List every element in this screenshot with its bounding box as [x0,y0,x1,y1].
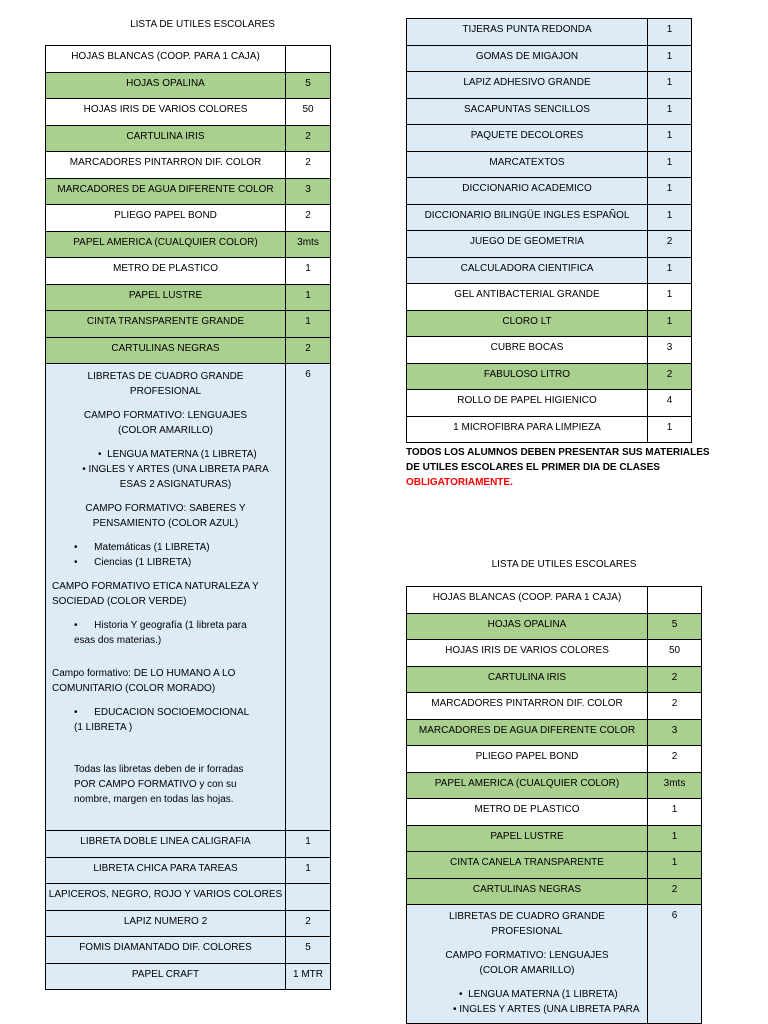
notice-text: TODOS LOS ALUMNOS DEBEN PRESENTAR SUS MATERIALES DE UTILES ESCOLARES EL PRIMER DIA DE CLASES OBLIGATORIAMENTE. [406,447,710,488]
campo-saberes: CAMPO FORMATIVO: SABERES Y PENSAMIENTO (COLOR AZUL) [85,503,246,529]
table-row [46,46,331,73]
item-qty: 50 [648,640,702,667]
item-qty: 3 [286,178,331,205]
libretas-qty: 6 [286,364,331,831]
item-name: FABULOSO LITRO [407,363,648,390]
libretas-row [46,364,331,831]
item-name: GEL ANTIBACTERIAL GRANDE [407,284,648,311]
bullet-historia: • Historia Y geografía (1 libreta para esas dos materias.) [74,620,247,646]
item-name: CARTULINAS NEGRAS [407,878,648,905]
table-row [407,852,702,879]
table-row [407,693,702,720]
table-row [407,878,702,905]
libretas-cell [407,905,648,1024]
item-name: FOMIS DIAMANTADO DIF. COLORES [46,937,286,964]
right-bottom-supplies-table [406,586,702,1024]
table-row [46,152,331,179]
table-row [46,205,331,232]
item-name: JUEGO DE GEOMETRIA [407,231,648,258]
table-row [407,799,702,826]
table-row [407,284,692,311]
bullet-ingles-artes: • INGLES Y ARTES (UNA LIBRETA PARA [453,1004,640,1015]
item-name: ROLLO DE PAPEL HIGIENICO [407,390,648,417]
item-qty: 50 [286,99,331,126]
item-name: PAPEL LUSTRE [407,825,648,852]
table-row [46,831,331,858]
left-supplies-table [45,45,331,990]
table-row [46,963,331,990]
item-qty: 2 [286,910,331,937]
item-name: TIJERAS PUNTA REDONDA [407,19,648,46]
item-qty: 1 [648,852,702,879]
table-row [407,98,692,125]
item-name: MARCADORES DE AGUA DIFERENTE COLOR [46,178,286,205]
table-row [46,910,331,937]
bullet-lengua-materna: • LENGUA MATERNA (1 LIBRETA) [98,449,257,460]
table-row [407,390,692,417]
item-qty: 1 [286,284,331,311]
table-row [46,125,331,152]
item-qty: 2 [648,666,702,693]
table-row [407,151,692,178]
libretas-qty: 6 [648,905,702,1024]
item-qty: 2 [286,205,331,232]
table-row [407,719,702,746]
item-qty: 1 [648,125,692,152]
table-row [46,178,331,205]
item-name: CLORO LT [407,310,648,337]
table-row [46,72,331,99]
item-name: MARCADORES PINTARRON DIF. COLOR [46,152,286,179]
campo-etica: CAMPO FORMATIVO ETICA NATURALEZA Y SOCIEDAD (COLOR VERDE) [52,581,259,607]
item-name: HOJAS IRIS DE VARIOS COLORES [407,640,648,667]
libretas-note: Todas las libretas deben de ir forradas POR CAMPO FORMATIVO y con su nombre, margen en todas las hojas. [74,764,244,805]
item-name: LAPIZ NUMERO 2 [46,910,286,937]
item-qty [286,884,331,911]
table-row [46,337,331,364]
item-qty: 2 [648,231,692,258]
table-row [407,746,702,773]
item-name: CARTULINAS NEGRAS [46,337,286,364]
item-name: DICCIONARIO BILINGÜE INGLES ESPAÑOL [407,204,648,231]
bullet-ingles-artes: • INGLES Y ARTES (UNA LIBRETA PARA ESAS 2 ASIGNATURAS) [82,464,269,490]
bullet-ciencias: • Ciencias (1 LIBRETA) [74,557,192,568]
item-qty: 1 [648,799,702,826]
item-qty: 2 [286,337,331,364]
item-qty: 1 [648,257,692,284]
item-qty: 2 [648,693,702,720]
item-name: CARTULINA IRIS [407,666,648,693]
item-qty: 2 [648,363,692,390]
item-qty: 1 [648,310,692,337]
item-name: GOMAS DE MIGAJON [407,45,648,72]
item-name: MARCATEXTOS [407,151,648,178]
table-row [407,45,692,72]
right-list-title: LISTA DE UTILES ESCOLARES [491,559,637,570]
item-name: PAPEL CRAFT [46,963,286,990]
item-qty: 2 [648,746,702,773]
campo-humano: Campo formativo: DE LO HUMANO A LO COMUNITARIO (COLOR MORADO) [52,668,236,694]
item-qty: 1 [648,151,692,178]
item-qty: 1 [648,284,692,311]
table-row [407,587,702,614]
item-name: PAPEL AMERICA (CUALQUIER COLOR) [46,231,286,258]
item-qty: 1 [648,45,692,72]
item-qty [286,46,331,73]
item-name: HOJAS BLANCAS (COOP. PARA 1 CAJA) [407,587,648,614]
item-name: HOJAS OPALINA [407,613,648,640]
table-row [407,19,692,46]
item-name: LIBRETA DOBLE LINEA CALIGRAFIA [46,831,286,858]
item-qty: 3mts [648,772,702,799]
item-name: CUBRE BOCAS [407,337,648,364]
table-row [46,99,331,126]
item-qty: 3 [648,719,702,746]
item-name: CINTA CANELA TRANSPARENTE [407,852,648,879]
table-row [407,666,702,693]
item-qty: 4 [648,390,692,417]
item-qty: 2 [286,152,331,179]
item-name: LAPICEROS, NEGRO, ROJO Y VARIOS COLORES [46,884,286,911]
table-row [407,231,692,258]
table-row [407,310,692,337]
item-qty: 1 MTR [286,963,331,990]
left-list-title: LISTA DE UTILES ESCOLARES [130,19,275,30]
item-name: LAPIZ ADHESIVO GRANDE [407,72,648,99]
item-qty: 2 [286,125,331,152]
libretas-cell [46,364,286,831]
libretas-heading: LIBRETAS DE CUADRO GRANDE PROFESIONAL [87,371,244,397]
item-qty: 3mts [286,231,331,258]
item-name: MARCADORES DE AGUA DIFERENTE COLOR [407,719,648,746]
item-qty: 3 [648,337,692,364]
item-name: LIBRETA CHICA PARA TAREAS [46,857,286,884]
libretas-heading: LIBRETAS DE CUADRO GRANDE PROFESIONAL [449,911,605,937]
item-qty: 5 [286,937,331,964]
item-qty: 1 [648,72,692,99]
notice-red: OBLIGATORIAMENTE. [406,477,513,488]
table-row [407,257,692,284]
item-qty: 1 [286,311,331,338]
table-row [407,125,692,152]
table-row [407,204,692,231]
table-row [407,613,702,640]
item-name: MARCADORES PINTARRON DIF. COLOR [407,693,648,720]
bullet-socioemocional: • EDUCACION SOCIOEMOCIONAL (1 LIBRETA ) [74,707,249,733]
item-name: METRO DE PLASTICO [407,799,648,826]
table-row [46,231,331,258]
item-name: PAPEL LUSTRE [46,284,286,311]
campo-lenguajes: CAMPO FORMATIVO: LENGUAJES (COLOR AMARILLO) [445,950,609,976]
table-row [407,178,692,205]
table-row [46,857,331,884]
table-row [407,825,702,852]
table-row [46,284,331,311]
item-name: HOJAS IRIS DE VARIOS COLORES [46,99,286,126]
campo-lenguajes: CAMPO FORMATIVO: LENGUAJES (COLOR AMARILLO) [83,410,248,436]
table-row [407,772,702,799]
table-row [46,937,331,964]
table-row [46,258,331,285]
item-qty [648,587,702,614]
item-qty: 1 [648,416,692,443]
item-name: PLIEGO PAPEL BOND [46,205,286,232]
item-name: DICCIONARIO ACADEMICO [407,178,648,205]
bullet-lengua-materna: • LENGUA MATERNA (1 LIBRETA) [459,989,618,1000]
item-qty: 5 [648,613,702,640]
item-name: CINTA TRANSPARENTE GRANDE [46,311,286,338]
table-row [46,311,331,338]
item-qty: 5 [286,72,331,99]
item-name: CALCULADORA CIENTIFICA [407,257,648,284]
item-name: HOJAS BLANCAS (COOP. PARA 1 CAJA) [46,46,286,73]
table-row [407,363,692,390]
item-qty: 1 [648,19,692,46]
item-qty: 1 [286,258,331,285]
item-name: PAQUETE DECOLORES [407,125,648,152]
item-qty: 1 [648,178,692,205]
item-name: METRO DE PLASTICO [46,258,286,285]
item-qty: 2 [648,878,702,905]
item-name: PLIEGO PAPEL BOND [407,746,648,773]
item-qty: 1 [648,98,692,125]
item-name: CARTULINA IRIS [46,125,286,152]
item-name: PAPEL AMERICA (CUALQUIER COLOR) [407,772,648,799]
item-qty: 1 [648,204,692,231]
table-row [46,884,331,911]
item-qty: 1 [286,857,331,884]
item-qty: 1 [648,825,702,852]
table-row [407,72,692,99]
right-supplies-table [406,18,692,443]
table-row [407,416,692,443]
item-name: 1 MICROFIBRA PARA LIMPIEZA [407,416,648,443]
libretas-row [407,905,702,1024]
item-name: HOJAS OPALINA [46,72,286,99]
table-row [407,337,692,364]
item-name: SACAPUNTAS SENCILLOS [407,98,648,125]
item-qty: 1 [286,831,331,858]
bullet-matematicas: • Matemáticas (1 LIBRETA) [74,542,210,553]
table-row [407,640,702,667]
